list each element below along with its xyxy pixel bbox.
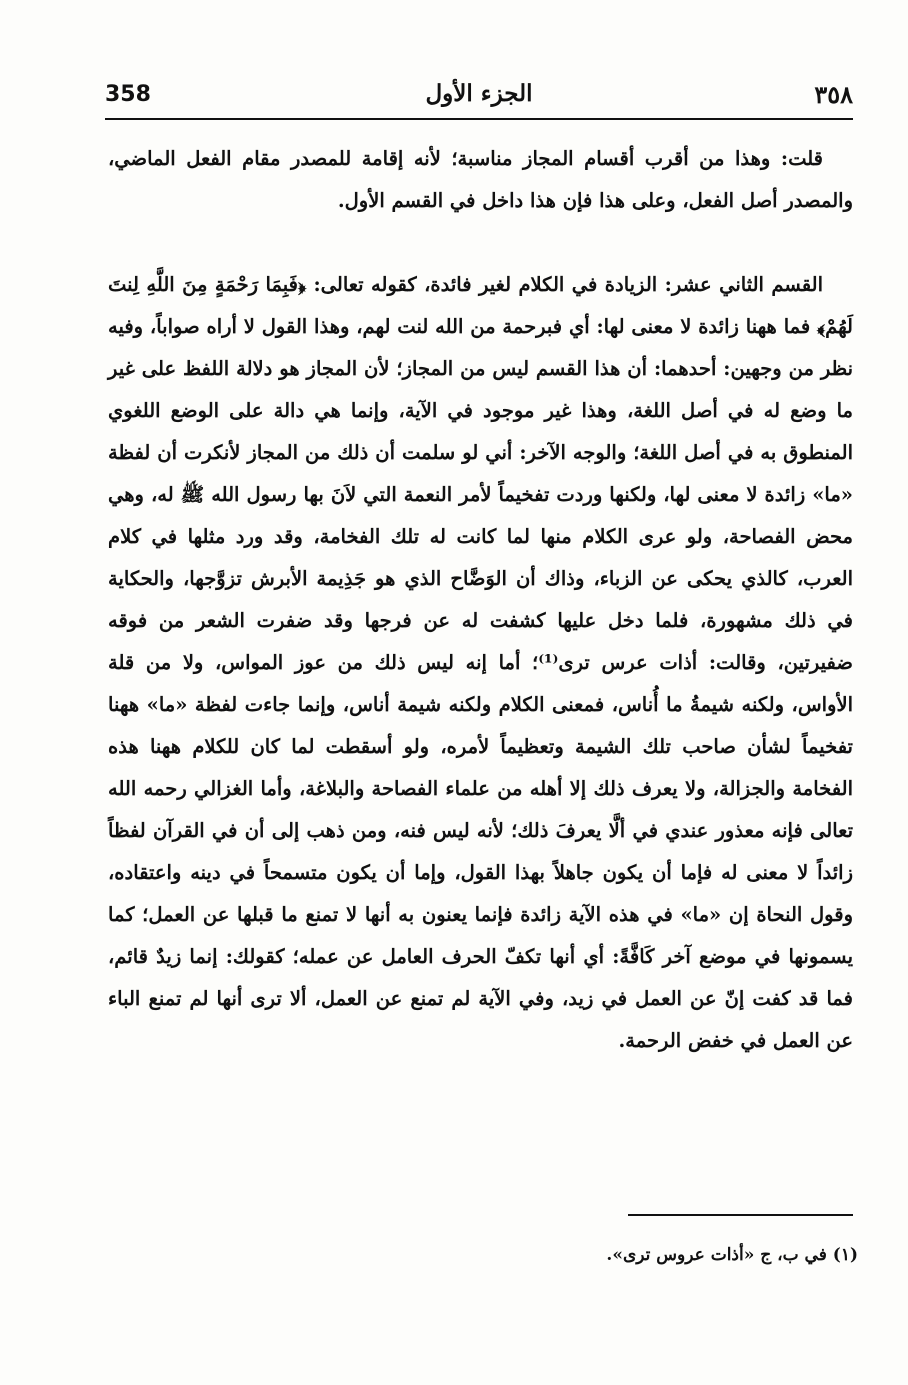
- page-header: [105, 78, 853, 120]
- main-text: [108, 138, 853, 1062]
- running-title: الجزء الأول: [425, 80, 533, 107]
- footnote: (١) في ب، ج «أذات عروس ترى».: [606, 1245, 858, 1265]
- page-number-arabic: ٣٥٨: [814, 80, 853, 109]
- paragraph: القسم الثاني عشر: الزيادة في الكلام لغير فائدة، كقوله تعالى: ﴿فَبِمَا رَحْمَةٍ مِنَ اللَّهِ لِنتَ لَهُمْ﴾ فما ههنا زائدة لا معنى لها: أي فبرحمة من الله لنت لهم، وهذا القول لا أراه صواباً، وفيه نظر من وجهين: أحدهما: أن هذا القسم ليس من المجاز؛ لأن المجاز هو دلالة اللفظ على غير ما وضع له في أصل اللغة، وهذا غير موجود في الآية، وإنما هي دالة على الوضع اللغوي المنطوق به في أصل اللغة؛ والوجه الآخر: أني لو سلمت أن ذلك من المجاز لأنكرت أن لفظة «ما» زائدة لا معنى لها، ولكنها وردت تفخيماً لأمر النعمة التي لاَنَ بها رسول الله ﷺ له، وهي محض الفصاحة، ولو عرى الكلام منها لما كانت له تلك الفخامة، وقد ورد مثلها في كلام العرب، كالذي يحكى عن الزباء، وذاك أن الوَضَّاح الذي هو جَذِيمة الأبرش تزوَّجها، والحكاية في ذلك مشهورة، فلما دخل عليها كشفت له عن فرجها وقد ضفرت الشعر من فوقه ضفيرتين، وقالت: أذات عرس ترى⁽¹⁾؛ أما إنه ليس ذلك من عوز المواس، ولا من قلة الأواس، ولكنه شيمةُ ما أُناس، فمعنى الكلام ولكنه شيمة أناس، وإنما جاءت لفظة «ما» ههنا تفخيماً لشأن صاحب تلك الشيمة وتعظيماً لأمره، ولو أسقطت لما كان للكلام ههنا هذه الفخامة والجزالة، ولا يعرف ذلك إلا أهله من علماء الفصاحة والبلاغة، وأما الغزالي رحمه الله تعالى فإنه معذور عندي في ألَّا يعرفَ ذلك؛ لأنه ليس فنه، ومن ذهب إلى أن في القرآن لفظاً زائداً لا معنى له فإما أن يكون جاهلاً بهذا القول، وإما أن يكون متسمحاً في دينه واعتقاده، وقول النحاة إن «ما» في هذه الآية زائدة فإنما يعنون به أنها لا تمنع ما قبلها عن العمل؛ كما يسمونها في موضع آخر كَافَّةً: أي أنها تكفّ الحرف العامل عن عمله؛ كقولك: إنما زيدٌ قائم، فما قد كفت إنّ عن العمل في زيد، وفي الآية لم تمنع عن العمل، ألا ترى أنها لم تمنع الباء عن العمل في خفض الرحمة.: [108, 273, 853, 1052]
- page-number-latin: 358: [105, 82, 151, 107]
- paragraph: قلت: وهذا من أقرب أقسام المجاز مناسبة؛ لأنه إقامة للمصدر مقام الفعل الماضي، والمصدر أصل الفعل، وعلى هذا فإن هذا داخل في القسم الأول.: [108, 147, 853, 212]
- footnote-separator: [628, 1214, 853, 1216]
